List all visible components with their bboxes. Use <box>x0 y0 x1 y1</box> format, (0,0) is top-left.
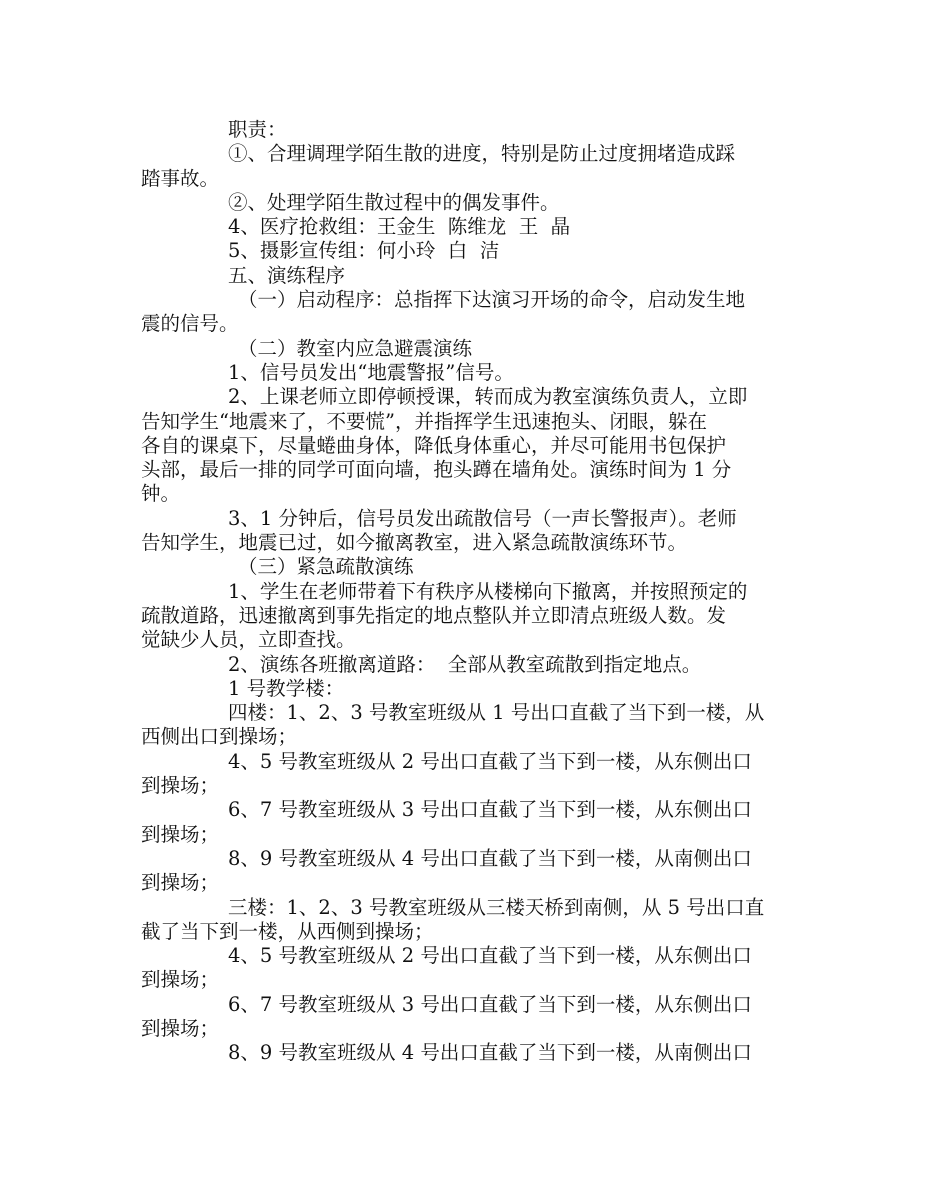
text-line: 8、9 号教室班级从 4 号出口直截了当下到一楼，从南侧出口 <box>228 846 752 870</box>
text-line: （三）紧急疏散演练 <box>238 555 414 579</box>
text-line: 五、演练程序 <box>228 263 346 287</box>
text-line: ②、处理学陌生散过程中的偶发事件。 <box>228 190 560 214</box>
text-line: 到操场； <box>141 871 220 895</box>
text-line: 觉缺少人员，立即查找。 <box>141 628 356 652</box>
text-line: 踏事故。 <box>141 166 220 190</box>
text-line: 4、5 号教室班级从 2 号出口直截了当下到一楼，从东侧出口 <box>228 944 752 968</box>
text-line: 1 号教学楼： <box>228 676 345 700</box>
text-line: 6、7 号教室班级从 3 号出口直截了当下到一楼，从东侧出口 <box>228 798 752 822</box>
text-line: 告知学生“地震来了，不要慌”，并指挥学生迅速抱头、闭眼，躲在 <box>141 409 707 433</box>
text-line: 头部，最后一排的同学可面向墙，抱头蹲在墙角处。演练时间为 1 分 <box>141 458 732 482</box>
document-body <box>141 118 811 1066</box>
text-line: 各自的课桌下，尽量蜷曲身体，降低身体重心，并尽可能用书包保护 <box>141 433 727 457</box>
text-line: 西侧出口到操场； <box>141 725 298 749</box>
text-line: 8、9 号教室班级从 4 号出口直截了当下到一楼，从南侧出口 <box>228 1041 752 1065</box>
text-line: ①、合理调理学陌生散的进度，特别是防止过度拥堵造成踩 <box>228 142 736 166</box>
document-page <box>141 118 811 1066</box>
text-line: 三楼：1、2、3 号教室班级从三楼天桥到南侧，从 5 号出口直 <box>228 895 765 919</box>
text-line: （二）教室内应急避震演练 <box>238 336 473 360</box>
text-line: 6、7 号教室班级从 3 号出口直截了当下到一楼，从东侧出口 <box>228 992 752 1016</box>
text-line: 告知学生，地震已过，如今撤离教室，进入紧急疏散演练环节。 <box>141 531 688 555</box>
text-line: 到操场； <box>141 822 220 846</box>
text-line: 钟。 <box>141 482 181 506</box>
text-line: 4、医疗抢救组：王金生 陈维龙 王 晶 <box>228 215 571 239</box>
text-line: （一）启动程序：总指挥下达演习开场的命令，启动发生地 <box>238 288 746 312</box>
text-line: 职责： <box>228 118 287 141</box>
text-line: 到操场； <box>141 774 220 798</box>
text-line: 到操场； <box>141 1016 220 1040</box>
text-line: 2、演练各班撤离道路： 全部从教室疏散到指定地点。 <box>228 652 702 676</box>
text-line: 5、摄影宣传组：何小玲 白 洁 <box>228 239 500 263</box>
text-line: 到操场； <box>141 968 220 992</box>
text-line: 疏散道路，迅速撤离到事先指定的地点整队并立即清点班级人数。发 <box>141 603 727 627</box>
text-line: 截了当下到一楼，从西侧到操场； <box>141 919 434 943</box>
text-line: 2、上课老师立即停顿授课，转而成为教室演练负责人，立即 <box>228 385 748 409</box>
text-line: 4、5 号教室班级从 2 号出口直截了当下到一楼，从东侧出口 <box>228 749 752 773</box>
text-line: 3、1 分钟后，信号员发出疏散信号（一声长警报声）。老师 <box>228 506 737 530</box>
text-line: 1、信号员发出“地震警报”信号。 <box>228 360 514 384</box>
text-line: 震的信号。 <box>141 312 239 336</box>
text-line: 1、学生在老师带着下有秩序从楼梯向下撤离，并按照预定的 <box>228 579 748 603</box>
text-line: 四楼：1、2、3 号教室班级从 1 号出口直截了当下到一楼，从 <box>228 701 765 725</box>
